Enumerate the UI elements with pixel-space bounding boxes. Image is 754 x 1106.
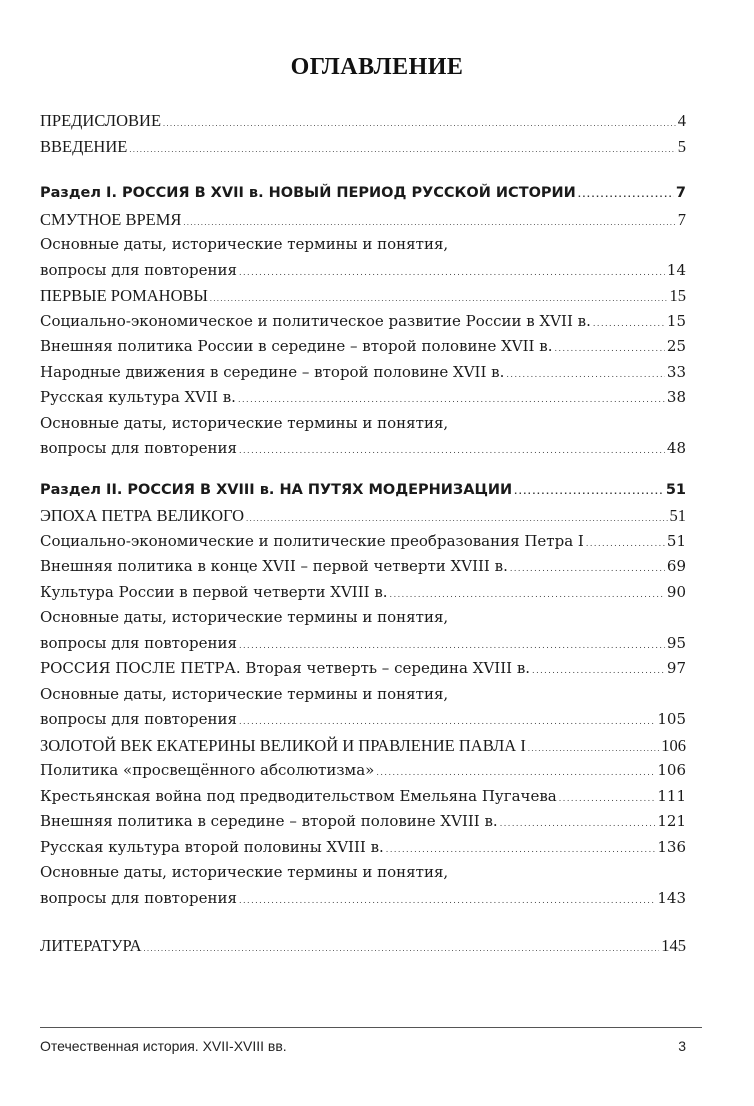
dot-leader — [528, 745, 659, 753]
toc-label: ВВЕДЕНИЕ — [40, 136, 128, 156]
toc-page: 15 — [669, 286, 686, 305]
toc-page: 111 — [657, 786, 686, 805]
toc-label: вопросы для повторения — [40, 888, 237, 907]
toc-label: Социально-экономическое и политическое развитие России в XVII в. — [40, 311, 591, 330]
toc-entry[interactable] — [40, 503, 686, 529]
toc-entry[interactable] — [40, 232, 686, 258]
dot-leader — [239, 897, 655, 905]
page-title: ОГЛАВЛЕНИЕ — [290, 54, 464, 80]
toc-page: 106 — [661, 735, 686, 755]
toc-entry[interactable] — [40, 580, 686, 606]
toc-label: Основные даты, исторические термины и понятия, — [40, 608, 449, 626]
toc-entry-introduction[interactable] — [40, 134, 686, 160]
toc-entry-literature[interactable] — [40, 933, 686, 959]
toc-entry[interactable] — [40, 385, 686, 411]
dot-leader — [183, 219, 675, 227]
toc-page: 143 — [657, 888, 686, 907]
toc-label: вопросы для повторения — [40, 260, 237, 279]
toc-page: 51 — [665, 481, 686, 498]
dot-leader — [593, 320, 665, 328]
toc-page: 121 — [657, 812, 686, 830]
toc-page: 90 — [666, 582, 686, 601]
toc-entry[interactable] — [40, 809, 686, 835]
toc-label: Раздел II. РОССИЯ В XVIII в. НА ПУТЯХ МОДЕРНИЗАЦИИ — [40, 481, 513, 498]
toc-label: Народные движения в середине – второй половине XVII в. — [40, 362, 505, 381]
toc-entry[interactable] — [40, 360, 686, 386]
dot-leader — [559, 795, 656, 803]
toc-page: 15 — [666, 311, 686, 330]
toc-entry[interactable] — [40, 411, 686, 437]
toc-label: Русская культура XVII в. — [40, 388, 236, 406]
dot-leader — [239, 269, 665, 277]
toc-page: 95 — [666, 633, 686, 652]
toc-entry[interactable] — [40, 860, 686, 886]
dot-leader — [532, 667, 665, 675]
toc-page: 14 — [666, 260, 686, 279]
page-number: 3 — [678, 1038, 686, 1054]
toc-page: 51 — [666, 531, 686, 550]
dot-leader — [239, 447, 665, 455]
toc-entry[interactable] — [40, 682, 686, 708]
toc-page: 25 — [666, 337, 686, 355]
toc-label: Основные даты, исторические термины и понятия, — [40, 235, 449, 253]
toc-page: 48 — [666, 439, 686, 457]
toc-label: ЭПОХА ПЕТРА ВЕЛИКОГО — [40, 506, 245, 525]
page-footer — [40, 1038, 686, 1054]
dot-leader — [510, 565, 665, 573]
toc-label: ЛИТЕРАТУРА — [40, 936, 142, 955]
toc-entry[interactable] — [40, 656, 686, 682]
dot-leader — [163, 120, 676, 128]
toc-entry[interactable] — [40, 309, 686, 335]
toc-page: 7 — [675, 185, 686, 201]
dot-leader — [514, 488, 664, 496]
dot-leader — [246, 515, 667, 523]
toc-label: Основные даты, исторические термины и понятия, — [40, 684, 449, 703]
dot-leader — [578, 191, 674, 199]
toc-page: 136 — [657, 837, 686, 856]
toc-page: 69 — [666, 557, 686, 575]
toc-page: 51 — [669, 506, 686, 525]
toc-label: Внешняя политика в конце XVII – первой четверти XVIII в. — [40, 557, 508, 575]
toc-entry[interactable] — [40, 334, 686, 360]
toc-label: Раздел I. РОССИЯ В XVII в. НОВЫЙ ПЕРИОД РУССКОЙ ИСТОРИИ — [40, 185, 576, 201]
dot-leader — [386, 846, 656, 854]
toc-entry[interactable] — [40, 784, 686, 810]
toc-section-1[interactable] — [40, 181, 686, 207]
toc-page: 5 — [677, 136, 686, 156]
toc-label: Культура России в первой четверти XVIII в. — [40, 582, 388, 601]
toc-entry[interactable] — [40, 554, 686, 580]
toc-label: вопросы для повторения — [40, 710, 237, 728]
toc-entry[interactable] — [40, 733, 686, 759]
toc-page: 4 — [677, 111, 686, 130]
dot-leader — [129, 146, 675, 154]
toc-label: РОССИЯ ПОСЛЕ ПЕТРА. Вторая четверть – середина XVIII в. — [40, 659, 531, 677]
toc-label: ЗОЛОТОЙ ВЕК ЕКАТЕРИНЫ ВЕЛИКОЙ И ПРАВЛЕНИЕ ПАВЛА I — [40, 735, 526, 755]
table-of-contents — [40, 108, 686, 959]
dot-leader — [390, 591, 665, 599]
toc-entry-preface[interactable] — [40, 108, 686, 134]
toc-page: 106 — [657, 761, 686, 779]
dot-leader — [210, 295, 668, 303]
toc-section-2[interactable] — [40, 478, 686, 504]
toc-page: 33 — [666, 362, 686, 381]
toc-label: Русская культура второй половины XVIII в. — [40, 837, 384, 856]
dot-leader — [239, 718, 655, 726]
dot-leader — [506, 371, 665, 379]
toc-entry[interactable] — [40, 707, 686, 733]
dot-leader — [376, 769, 655, 777]
toc-label: Внешняя политика России в середине – второй половине XVII в. — [40, 337, 553, 355]
toc-label: вопросы для повторения — [40, 439, 237, 457]
toc-label: вопросы для повторения — [40, 633, 237, 652]
toc-entry[interactable] — [40, 436, 686, 462]
toc-entry[interactable] — [40, 886, 686, 912]
toc-page: 145 — [661, 936, 686, 955]
toc-label: Крестьянская война под предводительством Емельяна Пугачева — [40, 786, 557, 805]
toc-page: 7 — [677, 209, 686, 229]
footer-divider — [40, 1027, 702, 1028]
running-title: Отечественная история. XVII-XVIII вв. — [40, 1038, 287, 1054]
toc-entry[interactable] — [40, 835, 686, 861]
toc-label: Основные даты, исторические термины и понятия, — [40, 863, 449, 881]
toc-label: Политика «просвещённого абсолютизма» — [40, 761, 375, 779]
toc-label: Социально-экономические и политические преобразования Петра I — [40, 531, 584, 550]
toc-page: 97 — [666, 659, 686, 677]
toc-entry[interactable] — [40, 529, 686, 555]
dot-leader — [144, 945, 660, 953]
dot-leader — [586, 540, 665, 548]
toc-entry[interactable] — [40, 605, 686, 631]
toc-entry[interactable] — [40, 258, 686, 284]
toc-page: 38 — [666, 388, 686, 406]
dot-leader — [239, 642, 665, 650]
toc-label: Основные даты, исторические термины и понятия, — [40, 413, 449, 432]
dot-leader — [500, 820, 656, 828]
toc-entry[interactable] — [40, 207, 686, 233]
toc-entry[interactable] — [40, 283, 686, 309]
dot-leader — [238, 396, 665, 404]
dot-leader — [554, 345, 664, 353]
toc-entry[interactable] — [40, 758, 686, 784]
toc-page: 105 — [657, 710, 686, 728]
toc-label: Внешняя политика в середине – второй половине XVIII в. — [40, 812, 498, 830]
toc-label: СМУТНОЕ ВРЕМЯ — [40, 209, 182, 229]
toc-label: ПРЕДИСЛОВИЕ — [40, 111, 162, 130]
toc-label: ПЕРВЫЕ РОМАНОВЫ — [40, 286, 208, 305]
toc-entry[interactable] — [40, 631, 686, 657]
